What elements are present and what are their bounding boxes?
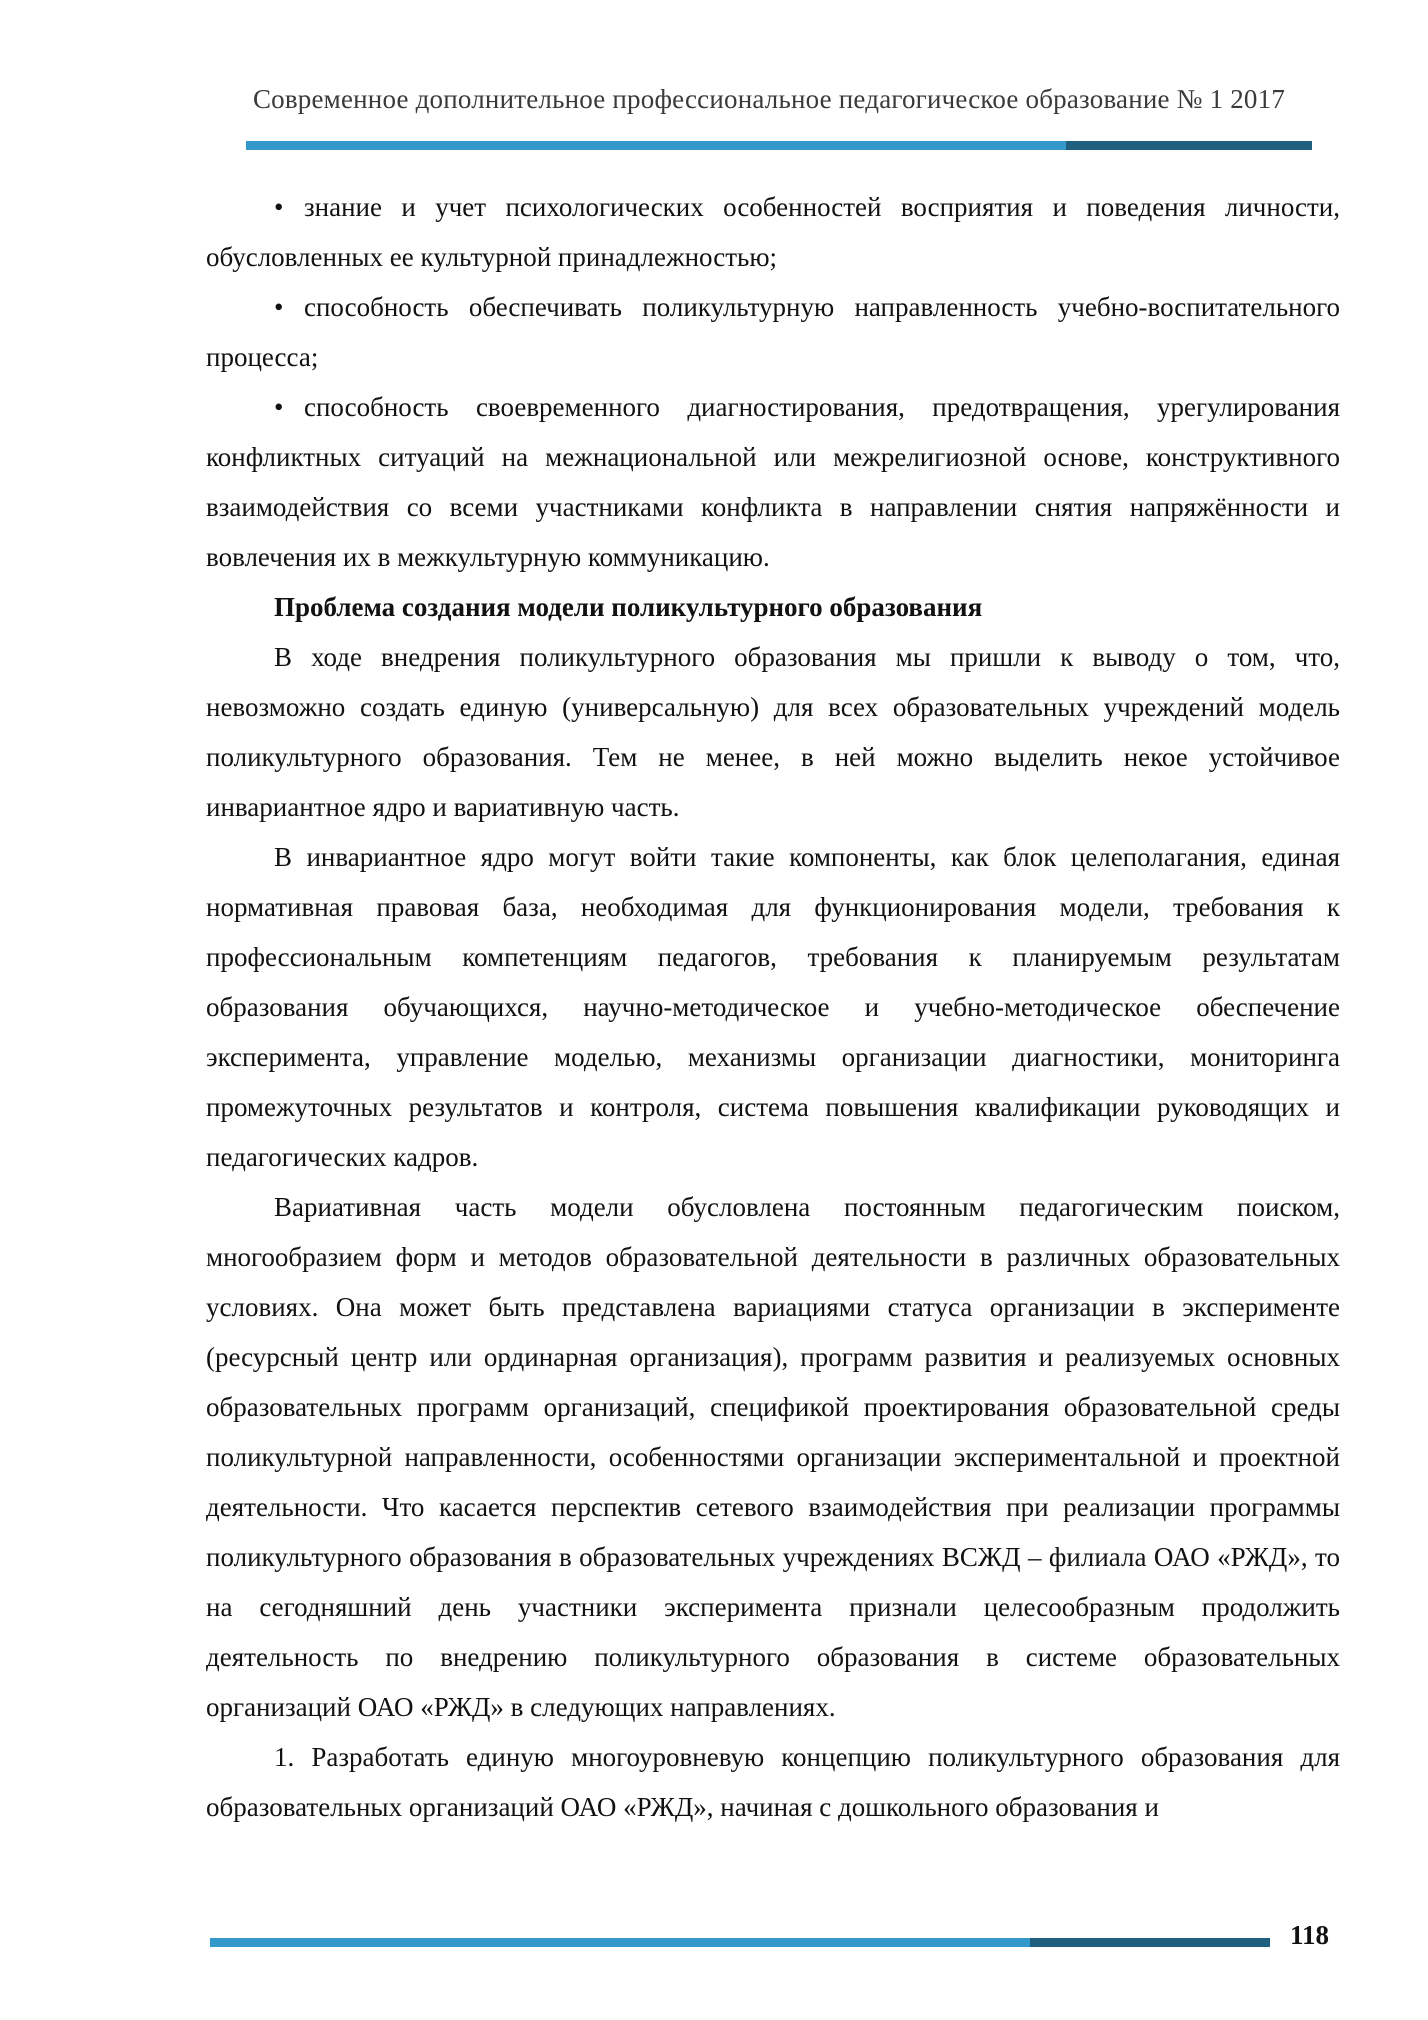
running-header: Современное дополнительное профессиональное педагогическое образование № 1 2017	[252, 84, 1286, 114]
bullet-item	[206, 382, 1340, 582]
page-body	[206, 182, 1340, 1832]
paragraph: Вариативная часть модели обусловлена постоянным педагогическим поиском, многообразием форм и методов образовательной деятельности в различных образовательных условиях. Она может быть представлена вариациями статуса организации в эксперименте (ресурсный центр или ординарная организация), программ развития и реализуемых основных образовательных программ организаций, спецификой проектирования образовательной среды поликультурной направленности, особенностями организации экспериментальной и проектной деятельности. Что касается перспектив сетевого взаимодействия при реализации программы поликультурного образования в образовательных учреждениях ВСЖД – филиала ОАО «РЖД», то на сегодняшний день участники эксперимента признали целесообразным продолжить деятельность по внедрению поликультурного образования в системе образовательных организаций ОАО «РЖД» в следующих направлениях.	[206, 1192, 1340, 1722]
page-number: 118	[1290, 1920, 1330, 1950]
bullet-text: способность обеспечивать поликультурную направленность учебно-воспитательного процесса;	[206, 292, 1340, 372]
footer-rule-light-segment	[210, 1938, 1030, 1947]
bullet-text: знание и учет психологических особенностей восприятия и поведения личности, обусловленных ее культурной принадлежностью;	[206, 192, 1340, 272]
bullet-icon: •	[274, 292, 284, 322]
header-rule-dark-segment	[1066, 141, 1312, 150]
paragraph: В инвариантное ядро могут войти такие компоненты, как блок целеполагания, единая нормативная правовая база, необходимая для функционирования модели, требования к профессиональным компетенциям педагогов, требования к планируемым результатам образования обучающихся, научно-методическое и учебно-методическое обеспечение эксперимента, управление моделью, механизмы организации диагностики, мониторинга промежуточных результатов и контроля, система повышения квалификации руководящих и педагогических кадров.	[206, 842, 1340, 1172]
bullet-item	[206, 182, 1340, 282]
header-rule-light-segment	[246, 141, 1066, 150]
bullet-icon: •	[274, 192, 284, 222]
bullet-item	[206, 282, 1340, 382]
paragraph: 1. Разработать единую многоуровневую концепцию поликультурного образования для образовательных организаций ОАО «РЖД», начиная с дошкольного образования и	[206, 1742, 1340, 1822]
header-rule	[246, 141, 1312, 150]
footer-rule-dark-segment	[1030, 1938, 1270, 1947]
section-heading: Проблема создания модели поликультурного образования	[274, 592, 983, 622]
paragraph: В ходе внедрения поликультурного образования мы пришли к выводу о том, что, невозможно создать единую (универсальную) для всех образовательных учреждений модель поликультурного образования. Тем не менее, в ней можно выделить некое устойчивое инвариантное ядро и вариативную часть.	[206, 642, 1340, 822]
bullet-icon: •	[274, 392, 284, 422]
footer-rule	[210, 1938, 1270, 1947]
bullet-text: способность своевременного диагностирования, предотвращения, урегулирования конфликтных ситуаций на межнациональной или межрелигиозной основе, конструктивного взаимодействия со всеми участниками конфликта в направлении снятия напряжённости и вовлечения их в межкультурную коммуникацию.	[206, 392, 1340, 572]
